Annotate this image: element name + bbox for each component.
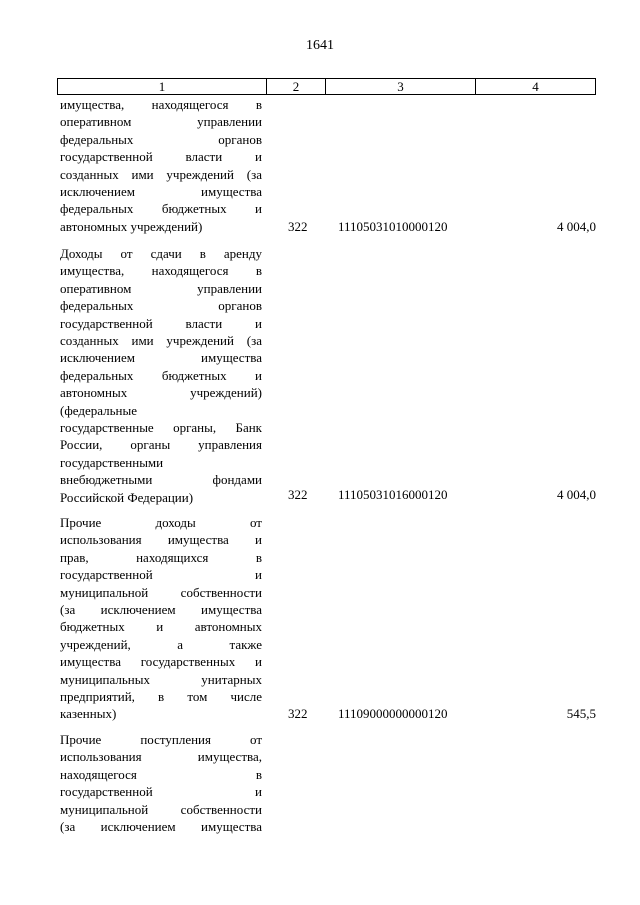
description-line: прав, находящихся в	[60, 549, 262, 565]
description-line: федеральных бюджетных и	[60, 201, 262, 217]
description-line: исключением имущества	[60, 350, 262, 366]
description-line: государственной и	[60, 567, 262, 583]
description-line: государственными	[60, 454, 164, 470]
header-col-2: 2	[267, 79, 326, 94]
row-description	[60, 96, 262, 235]
header-col-4: 4	[532, 79, 539, 94]
row-budget-code: 11109000000000120	[338, 706, 448, 721]
description-line: федеральных органов	[60, 298, 262, 314]
description-line: Доходы от сдачи в аренду	[60, 246, 262, 261]
description-line: Прочие доходы от	[60, 515, 262, 530]
row-description	[60, 514, 262, 723]
description-line: созданных ими учреждений (за	[60, 333, 262, 349]
row-admin-code: 322	[288, 706, 308, 721]
row-amount: 545,5	[566, 706, 596, 721]
description-line: имущества, находящегося в	[60, 263, 262, 279]
description-line: федеральных органов	[60, 131, 262, 147]
table-header	[57, 78, 596, 95]
row-amount: 4 004,0	[557, 219, 596, 234]
row-budget-code: 11105031010000120	[338, 219, 448, 234]
description-line: исключением имущества	[60, 184, 262, 200]
description-line: Российской Федерации)	[60, 489, 194, 505]
description-line: оперативном управлении	[60, 114, 262, 130]
row-amount: 4 004,0	[557, 487, 596, 502]
description-line: государственной власти и	[60, 149, 262, 165]
description-line: находящегося в	[60, 766, 262, 782]
description-line: предприятий, в том числе	[60, 689, 262, 705]
row-admin-code: 322	[288, 487, 308, 502]
description-line: муниципальных унитарных	[60, 671, 262, 687]
description-line: использования имущества и	[60, 532, 262, 548]
description-line: (за исключением имущества	[60, 602, 262, 618]
description-line: внебюджетными фондами	[60, 472, 262, 488]
description-line: (федеральные	[60, 402, 137, 418]
description-line: государственные органы, Банк	[60, 420, 262, 436]
description-line: бюджетных и автономных	[60, 619, 262, 635]
description-line: (за исключением имущества	[60, 819, 262, 835]
description-line: России, органы управления	[60, 437, 262, 453]
page-number: 1641	[306, 38, 334, 53]
header-col-3: 3	[326, 79, 476, 94]
description-line: муниципальной собственности	[60, 584, 262, 600]
row-budget-code: 11105031016000120	[338, 487, 448, 502]
header-col-1: 1	[58, 79, 267, 94]
description-line: государственной и	[60, 784, 262, 800]
description-line: использования имущества,	[60, 749, 262, 765]
description-line: имущества государственных и	[60, 654, 262, 670]
row-description	[60, 731, 262, 835]
description-line: казенных)	[60, 706, 117, 722]
description-line: учреждений, а также	[60, 636, 262, 652]
description-line: автономных учреждений)	[60, 385, 262, 401]
description-line: государственной власти и	[60, 315, 262, 331]
row-description	[60, 245, 262, 506]
row-admin-code: 322	[288, 219, 308, 234]
description-line: имущества, находящегося в	[60, 97, 262, 112]
description-line: автономных учреждений)	[60, 218, 203, 234]
description-line: созданных ими учреждений (за	[60, 166, 262, 182]
description-line: муниципальной собственности	[60, 801, 262, 817]
description-line: Прочие поступления от	[60, 732, 262, 747]
description-line: оперативном управлении	[60, 280, 262, 296]
description-line: федеральных бюджетных и	[60, 367, 262, 383]
